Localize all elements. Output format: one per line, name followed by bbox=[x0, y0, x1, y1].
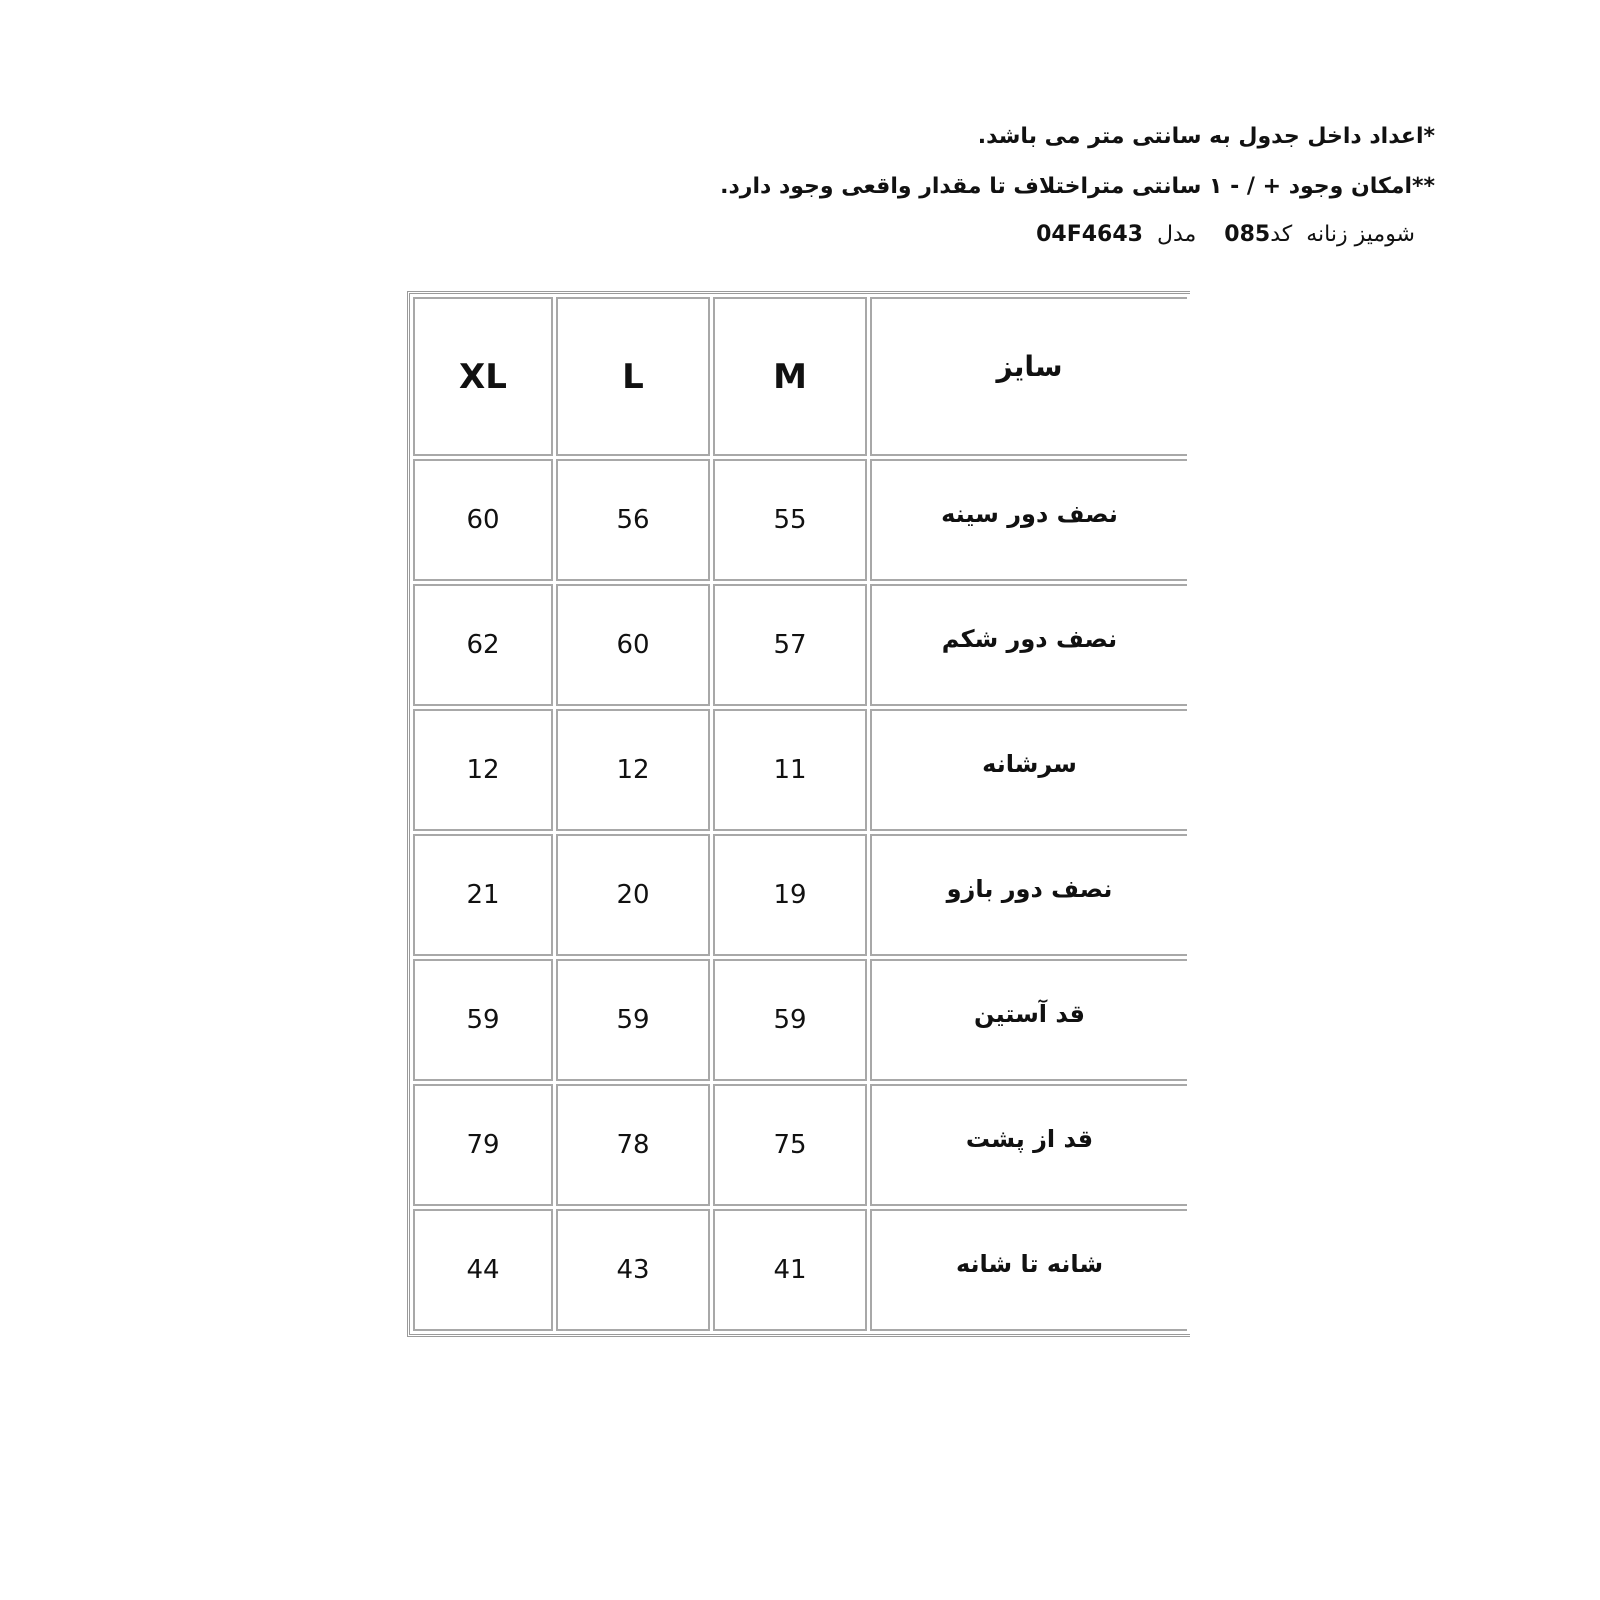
size-m: M bbox=[773, 356, 807, 397]
cell-m bbox=[713, 709, 867, 831]
note-units: *اعداد داخل جدول به سانتی متر می باشد. bbox=[977, 124, 1435, 149]
table-row bbox=[413, 959, 1187, 1081]
cell-l bbox=[556, 1084, 710, 1206]
header-cell-l bbox=[556, 297, 710, 456]
cell-label bbox=[870, 584, 1187, 706]
notes-block bbox=[535, 112, 1435, 258]
value-l: 43 bbox=[616, 1255, 650, 1285]
product-info bbox=[535, 212, 1435, 258]
header-cell-label bbox=[870, 297, 1187, 456]
value-l: 20 bbox=[616, 880, 650, 910]
row-label: قد از پشت bbox=[965, 1125, 1094, 1153]
product-label: شومیز زنانه bbox=[1306, 222, 1415, 247]
value-xl: 12 bbox=[466, 755, 500, 785]
cell-m bbox=[713, 459, 867, 581]
value-m: 57 bbox=[773, 630, 807, 660]
value-xl: 44 bbox=[466, 1255, 500, 1285]
value-xl: 21 bbox=[466, 880, 500, 910]
value-xl: 60 bbox=[466, 505, 500, 535]
model-label: مدل bbox=[1156, 222, 1197, 247]
table-row bbox=[413, 1209, 1187, 1331]
cell-xl bbox=[413, 1084, 553, 1206]
table-row bbox=[413, 834, 1187, 956]
table-row bbox=[413, 1084, 1187, 1206]
value-m: 75 bbox=[773, 1130, 807, 1160]
note-tolerance: **امکان وجود + / - ۱ سانتی متراختلاف تا مقدار واقعی وجود دارد. bbox=[720, 174, 1435, 199]
size-l: L bbox=[622, 356, 644, 397]
cell-xl bbox=[413, 584, 553, 706]
cell-xl bbox=[413, 834, 553, 956]
value-l: 59 bbox=[616, 1005, 650, 1035]
row-label: نصف دور شکم bbox=[941, 625, 1118, 653]
cell-xl bbox=[413, 1209, 553, 1331]
code-value: 085 bbox=[1224, 222, 1271, 247]
cell-label bbox=[870, 459, 1187, 581]
cell-m bbox=[713, 584, 867, 706]
value-m: 11 bbox=[773, 755, 807, 785]
value-l: 60 bbox=[616, 630, 650, 660]
cell-l bbox=[556, 834, 710, 956]
value-m: 41 bbox=[773, 1255, 807, 1285]
value-xl: 59 bbox=[466, 1005, 500, 1035]
cell-m bbox=[713, 959, 867, 1081]
header-size-label: سایز bbox=[996, 350, 1063, 383]
model-value: 04F4643 bbox=[1036, 222, 1143, 247]
row-label: نصف دور سینه bbox=[941, 500, 1118, 528]
cell-label bbox=[870, 709, 1187, 831]
table-row bbox=[413, 584, 1187, 706]
cell-m bbox=[713, 834, 867, 956]
cell-xl bbox=[413, 709, 553, 831]
value-xl: 79 bbox=[466, 1130, 500, 1160]
value-m: 59 bbox=[773, 1005, 807, 1035]
header-cell-m bbox=[713, 297, 867, 456]
table-row bbox=[413, 709, 1187, 831]
cell-l bbox=[556, 709, 710, 831]
row-label: قد آستین bbox=[974, 1000, 1085, 1028]
code-label: کد bbox=[1270, 222, 1293, 247]
value-m: 19 bbox=[773, 880, 807, 910]
cell-l bbox=[556, 584, 710, 706]
cell-l bbox=[556, 959, 710, 1081]
value-l: 56 bbox=[616, 505, 650, 535]
cell-l bbox=[556, 1209, 710, 1331]
cell-m bbox=[713, 1209, 867, 1331]
size-table bbox=[407, 291, 1190, 1337]
value-xl: 62 bbox=[466, 630, 500, 660]
size-xl: XL bbox=[459, 356, 507, 397]
cell-m bbox=[713, 1084, 867, 1206]
table-row bbox=[413, 459, 1187, 581]
value-m: 55 bbox=[773, 505, 807, 535]
cell-xl bbox=[413, 959, 553, 1081]
cell-label bbox=[870, 959, 1187, 1081]
cell-l bbox=[556, 459, 710, 581]
cell-xl bbox=[413, 459, 553, 581]
value-l: 78 bbox=[616, 1130, 650, 1160]
cell-label bbox=[870, 1084, 1187, 1206]
cell-label bbox=[870, 1209, 1187, 1331]
row-label: شانه تا شانه bbox=[955, 1250, 1104, 1278]
value-l: 12 bbox=[616, 755, 650, 785]
cell-label bbox=[870, 834, 1187, 956]
row-label: سرشانه bbox=[982, 750, 1077, 778]
row-label: نصف دور بازو bbox=[946, 875, 1113, 903]
header-cell-xl bbox=[413, 297, 553, 456]
table-header-row bbox=[413, 297, 1187, 456]
